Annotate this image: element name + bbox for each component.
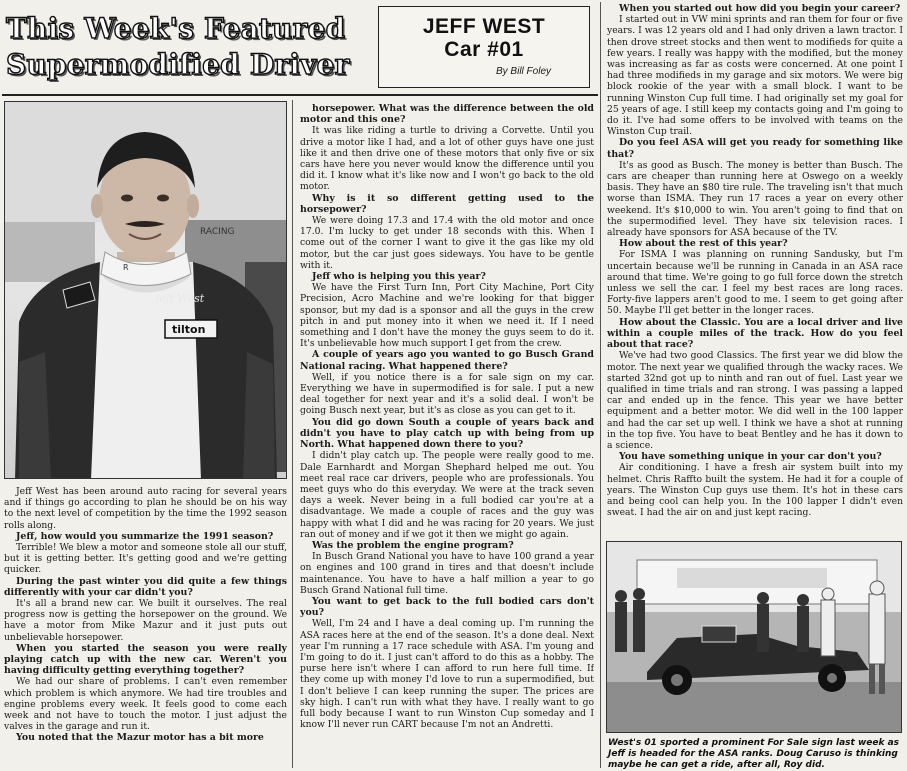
race-car-illustration (607, 542, 902, 733)
interview-paragraph: It's all a brand new car. We built it ourselves. The real progress now is getting the horsepower on the ground. We have a motor from Mike Mazur and it just puts out unbelievable horsepower. (4, 598, 287, 643)
interview-paragraph: Terrible! We blew a motor and someone stole all our stuff, but it is getting better. It's getting good and we're getting quicker. (4, 542, 287, 576)
tilton-patch: tilton (172, 323, 206, 336)
interview-question: How about the rest of this year? (619, 238, 788, 250)
driver-name: JEFF WEST (422, 15, 546, 38)
interview-paragraph: I started out in VW mini sprints and ran them for four or five years. I was 12 years old and I had only driven a lawn tractor. I then drove street stocks and then went to modifieds for quite a few years. I really was happy with the modified, but the money was increasing as far as costs were concerned. At one point I had three modifieds in my garage and six motors. We were big block rookie of the year with a small block. I want to be running Winston Cup full time. I had originally set my goal for 25 years of age. I still keep my contacts going and I'm going to do it. I've had some offers to be involved with teams on the Winston Cup trail. (607, 14, 903, 138)
interview-paragraph: It was like riding a turtle to driving a Corvette. Until you drive a motor like I had, and a lot of other guys have one just like it and then drive one of these motors that only five or six cars have here you never would know the difference until you did it. I know what it's like now and I won't go back to the old motor. (300, 125, 594, 193)
headline-line-1: This Week's Featured (6, 12, 346, 45)
interview-paragraph: Air conditioning. I have a fresh air system built into my helmet. Chris Raffto built the system. He had it for a couple of years. The Winston Cup guys use them. It's hot in these cars and being cool can help you. In the 100 lapper I didn't even sweat. I had the air on and just kept racing. (607, 462, 903, 519)
interview-question: When you started out how did you begin your career? (619, 3, 901, 14)
bg-sign-text: RACING (200, 227, 235, 237)
interview-paragraph: We had our share of problems. I can't even remember which problem is which anymore. We had tire troubles and engine problems every week. It feels good to come each week and not have to touch the motor. I just adjust the valves in the garage and run it. (4, 676, 287, 733)
interview-question: Jeff, how would you summarize the 1991 season? (16, 530, 274, 542)
interview-paragraph: We have the First Turn Inn, Port City Machine, Port City Precision, Acro Machine and we're looking for that bigger sponsor, but my dad is a sponsor and all the guys in the crew pitch in and put money into it when we need it. If I need something and I don't have the money the guys seem to do it. It's unbelievable how much support I get from the crew. (300, 282, 594, 350)
byline: By Bill Foley (495, 66, 551, 77)
interview-question: You have something unique in your car don't you? (619, 451, 882, 463)
interview-question: You want to get back to the full bodied cars don't you? (300, 595, 594, 619)
photo-caption: West's 01 sported a prominent For Sale sign last week as Jeff is headed for the ASA ranks. Doug Caruso is thinking maybe he can get a ride, after all, Roy did. (608, 738, 900, 770)
interview-question: You did go down South a couple of years back and didn't you have to play catch up with being from up North. What happened down there to you? (300, 416, 594, 451)
article-column-3 (607, 3, 903, 537)
interview-paragraph: We were doing 17.3 and 17.4 with the old motor and once 17.0. I'm lucky to get under 18 seconds with this. When I come out of the corner I want to give it the gas like my old motor, but the car just goes sideways. You have to be gentle with it. (300, 215, 594, 271)
interview-question: Why is it so different getting used to the horsepower? (300, 192, 594, 215)
article-column-2 (300, 103, 594, 768)
interview-question: How about the Classic. You are a local driver and live within a couple miles of the track. How do you feel about that race? (607, 316, 903, 351)
interview-paragraph: It's as good as Busch. The money is better than Busch. The cars are cheaper than running here at Oswego on a weekly basis. They have an $80 tire rule. The traveling isn't that much worse than ISMA. They run 17 races a year on every other weekend. It's $10,000 to win. You aren't going to find that on the supermodified level. They have six television races. I already have sponsors for ASA because of the TV. (607, 159, 903, 239)
jacket-name: Jeff West (155, 292, 205, 305)
interview-question: horsepower. What was the difference between the old motor and this one? (300, 103, 594, 126)
interview-question: Jeff who is helping you this year? (312, 271, 486, 283)
interview-paragraph: Well, if you notice there is a for sale sign on my car. Everything we have in supermodified is for sale. I put a new deal together for next year and it's a solid deal. I won't be going Busch next year, but it's as close as you can get to it. (300, 371, 594, 417)
header-rule (2, 94, 598, 96)
interview-question: You noted that the Mazur motor has a bit more (16, 732, 264, 744)
driver-photo (4, 101, 287, 479)
headline-banner (6, 4, 372, 90)
driver-portrait-illustration (5, 102, 287, 479)
interview-question: A couple of years ago you wanted to go Busch Grand National racing. What happened there? (300, 349, 594, 372)
interview-question: Do you feel ASA will get you ready for something like that? (607, 137, 903, 160)
interview-paragraph: Well, I'm 24 and I have a deal coming up. I'm running the ASA races here at the end of the season. It's a done deal. Next year I'm running a 17 race schedule with ASA. I'm young and I'm going to do it. I just can't afford to do this as a hobby. The purse here isn't where I can afford to run here full time. If they come up with money I'd love to run a supermodified, but I don't believe I can keep running the super. The prices are sky high. I can't run with what they have. I really want to go full body because I want to run Winston Cup someday and I know I'll never run CART because I'm not an Andretti. (300, 618, 594, 731)
interview-question: When you started the season you were really playing catch up with the new car. Weren't you having difficulty getting everything together? (4, 642, 287, 677)
car-number: Car #01 (444, 38, 524, 61)
interview-paragraph: Jeff West has been around auto racing for several years and if things go according to plan he should be on his way to the next level of competition by the time the 1992 season rolls along. (4, 486, 287, 531)
interview-paragraph: For ISMA I was planning on running Sandusky, but I'm uncertain because we'll be running in Canada in an ASA race around that time. We're going to go full force down the stretch unless we sell the car. I feel my best races are long races. Forty-five lappers aren't good to me. I seem to get going after 50. Maybe I'll get better in the longer races. (607, 249, 903, 317)
driver-name-box (378, 6, 590, 88)
headline-line-2: Supermodified Driver (6, 48, 350, 81)
interview-paragraph: I didn't play catch up. The people were really good to me. Dale Earnhardt and Morgan Shephard helped me out. You meet real race car drivers, people who are professionals. You meet guys who do this everyday. We were at the track seven days a week. Never being in a full bodied car you're at a disadvantage. We made a couple of races and the guy was happy with what I did and he was racing for 20 years. We just ran out of money and if we got it then we might go again. (300, 450, 594, 540)
column-divider-1 (292, 100, 293, 768)
interview-paragraph: In Busch Grand National you have to have 100 grand a year on engines and 100 grand in tires and that doesn't include maintenance. You have to have a half million a year to go Busch Grand National full time. (300, 551, 594, 596)
interview-question: During the past winter you did quite a few things differently with your car didn't you? (4, 575, 287, 598)
interview-question: Was the problem the engine program? (312, 539, 514, 551)
interview-paragraph: We've had two good Classics. The first year we did blow the motor. The next year we qualified through the wacky races. We started 32nd got up to ninth and ran out of fuel. Last year we qualified in time trials and ran strong. I was passing a lapped car and ended up in the fence. This year we have better equipment and a better motor. We did well in the 100 lapper and had the car set up well. I think we have a shot at running in the top five. You have to beat Bentley and he has it down to a science. (607, 350, 903, 451)
article-column-1 (4, 486, 287, 768)
race-car-photo (606, 541, 902, 733)
collar-logo: R (123, 263, 129, 272)
column-divider-2 (600, 2, 601, 768)
